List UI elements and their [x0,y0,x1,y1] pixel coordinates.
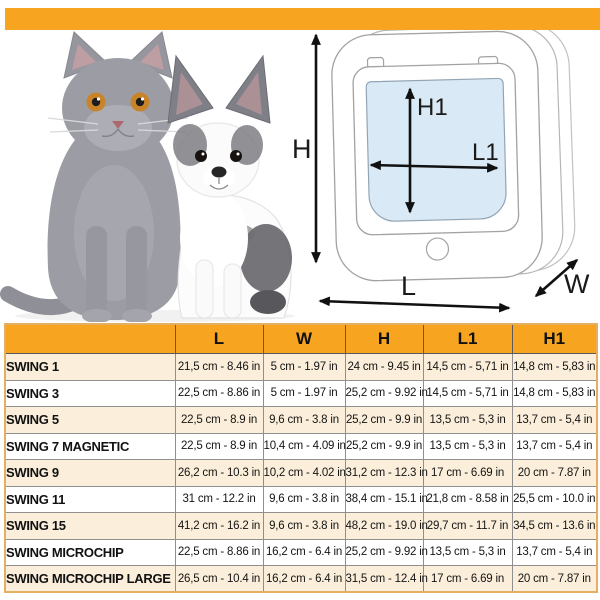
header-L: L [175,324,263,354]
orange-top-bar [5,8,600,30]
dog-eye [230,150,242,162]
lock-knob [426,238,449,261]
dimension-cell-W: 5 cm - 1.97 in [263,354,345,381]
dimension-cell-L: 26,5 cm - 10.4 in [175,566,263,593]
cat-eye-highlight [97,97,100,100]
cat-illustration [8,32,188,322]
header-W: W [263,324,345,354]
dimension-cell-H: 31,2 cm - 12.3 in [345,460,423,487]
dimension-cell-L: 26,2 cm - 10.3 in [175,460,263,487]
table-body [5,354,597,593]
dimension-cell-L1: 13,5 cm - 5,3 in [423,539,512,566]
dimension-cell-H1: 20 cm - 7.87 in [512,566,597,593]
flap-front-face [331,30,543,281]
dimension-cell-W: 16,2 cm - 6.4 in [263,566,345,593]
dimension-cell-H1: 13,7 cm - 5,4 in [512,539,597,566]
table-row [5,486,597,513]
cat-front-leg [86,226,107,318]
dimension-cell-H: 25,2 cm - 9.9 in [345,407,423,434]
dimension-cell-H: 25,2 cm - 9.92 in [345,380,423,407]
table-row [5,460,597,487]
flap-dimension-diagram [288,25,600,325]
dimension-cell-H1: 20 cm - 7.87 in [512,460,597,487]
table-row [5,566,597,593]
cat-front-leg [126,226,147,318]
dimension-cell-W: 16,2 cm - 6.4 in [263,539,345,566]
dog-hip-patch [250,290,286,314]
dimension-cell-W: 9,6 cm - 3.8 in [263,407,345,434]
dimension-cell-L: 22,5 cm - 8.86 in [175,380,263,407]
dimension-cell-L: 31 cm - 12.2 in [175,486,263,513]
model-name: SWING 3 [5,380,175,407]
header-H1: H1 [512,324,597,354]
label-l: L [401,271,417,301]
model-name: SWING MICROCHIP LARGE [5,566,175,593]
dog-front-leg [224,264,241,318]
arrow-l [320,301,509,308]
dimension-cell-H: 31,5 cm - 12.4 in [345,566,423,593]
dimension-cell-L1: 13,5 cm - 5,3 in [423,433,512,460]
model-name: SWING 11 [5,486,175,513]
dimension-cell-L1: 14,5 cm - 5,71 in [423,380,512,407]
header-model-blank [5,324,175,354]
table-row [5,354,597,381]
dimension-cell-W: 10,4 cm - 4.09 in [263,433,345,460]
dimension-cell-H: 25,2 cm - 9.9 in [345,433,423,460]
table-row [5,539,597,566]
dog-eye [195,150,207,162]
dimension-cell-L: 22,5 cm - 8.86 in [175,539,263,566]
dimension-cell-H1: 14,8 cm - 5,83 in [512,380,597,407]
dimension-cell-H1: 34,5 cm - 13.6 in [512,513,597,540]
header-L1: L1 [423,324,512,354]
dog-front-leg [196,260,213,318]
dimension-cell-L: 22,5 cm - 8.9 in [175,407,263,434]
dimension-cell-H: 48,2 cm - 19.0 in [345,513,423,540]
model-name: SWING 5 [5,407,175,434]
dimension-cell-W: 9,6 cm - 3.8 in [263,513,345,540]
dog-eye-highlight [202,153,205,156]
dimension-cell-L1: 13,5 cm - 5,3 in [423,407,512,434]
dimension-cell-H1: 14,8 cm - 5,83 in [512,354,597,381]
dimension-cell-H: 38,4 cm - 15.1 in [345,486,423,513]
cat-eye-highlight [141,97,144,100]
dimension-cell-H1: 13,7 cm - 5,4 in [512,407,597,434]
model-name: SWING 7 MAGNETIC [5,433,175,460]
dimension-cell-W: 9,6 cm - 3.8 in [263,486,345,513]
dimensions-table [4,323,598,593]
model-name: SWING 15 [5,513,175,540]
dimension-cell-L: 22,5 cm - 8.9 in [175,433,263,460]
dimension-cell-W: 10,2 cm - 4.02 in [263,460,345,487]
dimension-cell-L: 41,2 cm - 16.2 in [175,513,263,540]
dimension-cell-L1: 14,5 cm - 5,71 in [423,354,512,381]
dog-illustration [168,56,292,318]
dimension-cell-L1: 17 cm - 6.69 in [423,460,512,487]
model-name: SWING 1 [5,354,175,381]
dog-nose [212,167,227,178]
pets-photo [0,28,312,322]
label-h1: H1 [417,94,448,121]
dimension-cell-H1: 13,7 cm - 5,4 in [512,433,597,460]
header-H: H [345,324,423,354]
label-l1: L1 [472,139,499,166]
label-h: H [292,134,312,164]
model-name: SWING MICROCHIP [5,539,175,566]
table-row [5,380,597,407]
table-header-row [5,324,597,354]
dimension-cell-W: 5 cm - 1.97 in [263,380,345,407]
dog-eye-highlight [237,153,240,156]
table-row [5,513,597,540]
table-row [5,407,597,434]
dimension-cell-L1: 21,8 cm - 8.58 in [423,486,512,513]
dimension-cell-L1: 29,7 cm - 11.7 in [423,513,512,540]
dimension-cell-L1: 17 cm - 6.69 in [423,566,512,593]
model-name: SWING 9 [5,460,175,487]
table-row [5,433,597,460]
label-w: W [564,269,590,299]
dimension-cell-H: 25,2 cm - 9.92 in [345,539,423,566]
dimension-cell-H1: 25,5 cm - 10.0 in [512,486,597,513]
dimension-cell-L: 21,5 cm - 8.46 in [175,354,263,381]
dimension-cell-H: 24 cm - 9.45 in [345,354,423,381]
